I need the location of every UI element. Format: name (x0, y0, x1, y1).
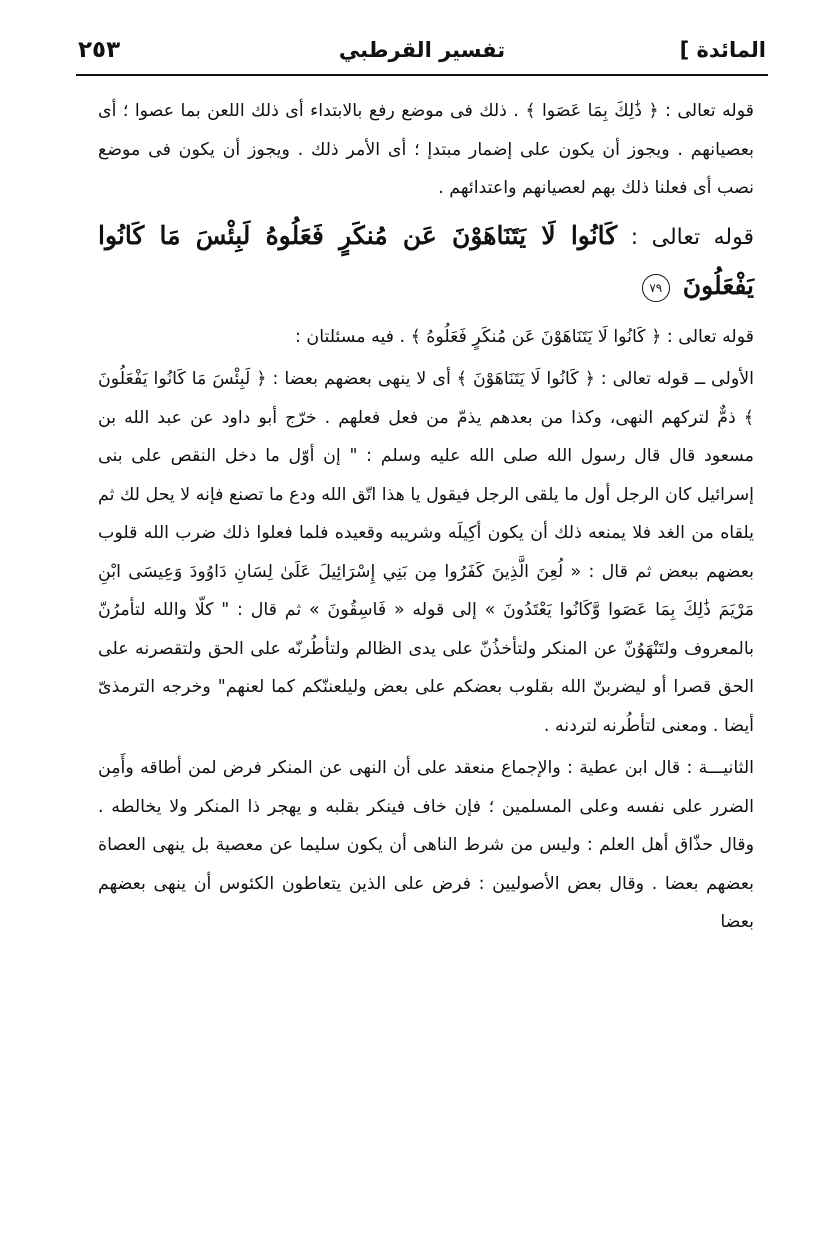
paragraph-3: الأولى ــ قوله تعالى : ﴿ كَانُوا لَا يَتَنَاهَوْنَ ﴾ أى لا ينهى بعضهم بعضا : ﴿ لَبِئْسَ مَا كَانُوا يَفْعَلُونَ ﴾ ذمٌّ لتركهم النهى، وكذا من بعدهم يذمّ من فعل فعلهم . خرّج أبو داود عن عبد الله بن مسعود قال قال رسول الله صلى الله عليه وسلم : " إن أوّل ما دخل النقص على بنى إسرائيل كان الرجل أول ما يلقى الرجل فيقول يا هذا اتّق الله ودع ما تصنع فإنه لا يحل لك ثم يلقاه من الغد فلا يمنعه ذلك أن يكون أكِيلَه وشريبه وقعيده فلما فعلوا ذلك ضرب الله قلوب بعضهم ببعض ثم قال : « لُعِنَ الَّذِينَ كَفَرُوا مِن بَنِي إِسْرَائِيلَ عَلَىٰ لِسَانِ دَاوُودَ وَعِيسَى ابْنِ مَرْيَمَ ذَٰلِكَ بِمَا عَصَوا وَّكَانُوا يَعْتَدُونَ » إلى قوله « فَاسِقُونَ » ثم قال : " كلّا والله لتأمرُنّ بالمعروف ولتَنْهَوُنّ عن المنكر ولتأخذُنّ على يدى الظالم ولتأطُرنّه على الحق ولتقصرنه على الحق قصرا أو ليضربنّ الله بقلوب بعضكم على بعض وليلعننّكم كما لعنهم" وخرجه الترمذىّ أيضا . ومعنى لتأطُرنه لتردنه . (98, 369, 754, 736)
verse-number-marker: ٧٩ (642, 274, 670, 302)
paragraph-1: قوله تعالى : ﴿ ذَٰلِكَ بِمَا عَصَوا ﴾ . ذلك فى موضع رفع بالابتداء أى ذلك اللعن بما عصوا ؛ أى بعصيانهم . ويجوز أن يكون على إضمار مبتدإ ؛ أى الأمر ذلك . ويجوز أن يكون فى موضع نصب أى فعلنا ذلك بهم لعصيانهم واعتدائهم . (98, 101, 754, 198)
paragraph-4: الثانيـــة : قال ابن عطية : والإجماع منعقد على أن النهى عن المنكر فرض لمن أطاقه وأَمِن الضرر على نفسه وعلى المسلمين ؛ فإن خاف فينكر بقلبه و يهجر ذا المنكر ولا يخالطه . وقال حذّاق أهل العلم : وليس من شرط الناهى أن يكون سليما عن معصية بل ينهى العصاة بعضهم بعضا . وقال بعض الأصوليين : فرض على الذين يتعاطون الكئوس أن ينهى بعضهم بعضا (98, 758, 754, 932)
header-rule (76, 74, 768, 76)
surah-name: المائدة ] (679, 38, 766, 62)
page-number: ٢٥٣ (78, 37, 121, 63)
page-body (98, 92, 754, 942)
verse-intro: قوله تعالى : (630, 224, 754, 250)
page-header (78, 28, 766, 72)
book-title: تفسير القرطبي (338, 38, 506, 62)
verse-block (98, 212, 754, 312)
paragraph-2: قوله تعالى : ﴿ كَانُوا لَا يَتَنَاهَوْنَ عَن مُنكَرٍ فَعَلُوهُ ﴾ . فيه مسئلتان : (295, 326, 754, 347)
verse-text: كَانُوا لَا يَتَنَاهَوْنَ عَن مُنكَرٍ فَعَلُوهُ لَبِئْسَ مَا كَانُوا يَفْعَلُونَ (98, 220, 754, 300)
